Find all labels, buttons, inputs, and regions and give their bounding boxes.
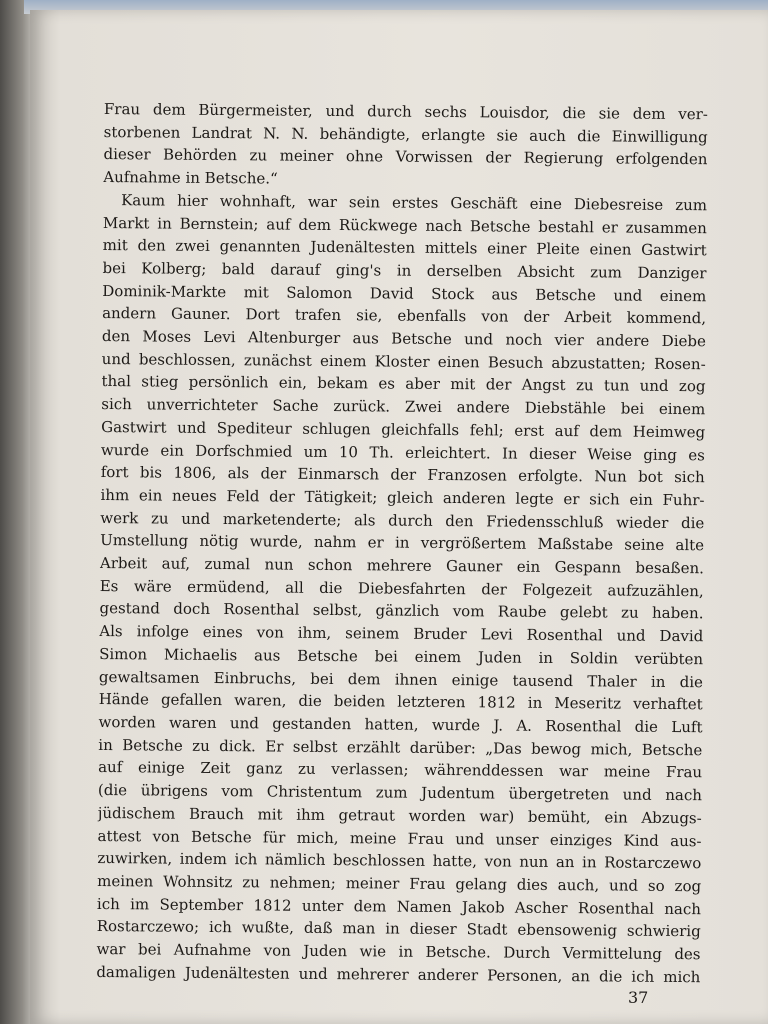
text-line: Dominik-Markte mit Salomon David Stock aus Betsche und einem	[102, 281, 707, 305]
text-line: auf einige Zeit ganz zu verlassen; währenddessen war meine Frau	[98, 758, 703, 782]
text-line: storbenen Landrat N. N. behändigte, erlangte sie auch die Einwilligung	[103, 122, 708, 146]
left-page-edge	[0, 0, 32, 1024]
text-line: Hände gefallen waren, die beiden letzteren 1812 in Meseritz verhaftet	[98, 690, 703, 714]
text-line: damaligen Judenältesten und mehrerer anderer Personen, an die ich mich	[96, 962, 701, 986]
text-line: Arbeit auf, zumal nun schon mehrere Gauner ein Gespann besaßen.	[99, 554, 704, 578]
text-line: sich unverrichteter Sache zurück. Zwei andere Diebstähle bei einem	[101, 395, 706, 419]
text-line: (die übrigens vom Christentum zum Judentum übergetreten und nach	[97, 781, 703, 805]
text-line: Als infolge eines von ihm, seinem Bruder Levi Rosenthal und David	[99, 622, 704, 646]
text-line: attest von Betsche für mich, meine Frau und unser einziges Kind aus-	[97, 826, 702, 850]
text-line: wurde ein Dorfschmied um 10 Th. erleichtert. In dieser Weise ging es	[100, 440, 705, 464]
text-line: Simon Michaelis aus Betsche bei einem Juden in Soldin verübten	[99, 644, 704, 669]
text-line: ihm ein neues Feld der Tätigkeit; gleich anderen legte er sich ein Fuhr-	[100, 485, 705, 510]
text-line: Frau dem Bürgermeister, und durch sechs Louisdor, die sie dem ver-	[103, 99, 708, 124]
book-page	[30, 10, 768, 1024]
text-line: mit den zwei genannten Judenältesten mittels einer Pleite einen Gastwirt	[102, 236, 707, 260]
text-line: thal stieg persönlich ein, bekam es aber mit der Angst zu tun und zog	[101, 372, 706, 396]
text-line: Gastwirt und Spediteur schlugen gleichfalls fehl; erst auf dem Heimweg	[101, 417, 706, 442]
text-line: andern Gauner. Dort trafen sie, ebenfalls von der Arbeit kommend,	[102, 304, 707, 328]
page-text	[96, 98, 708, 1018]
text-line: Aufnahme in Betsche.“	[103, 168, 278, 188]
text-line: fort bis 1806, als der Einmarsch der Franzosen erfolgte. Nun bot sich	[100, 463, 705, 487]
text-line: werk zu und marketenderte; als durch den Friedensschluß wieder die	[100, 508, 705, 532]
text-line: den Moses Levi Altenburger aus Betsche und noch vier andere Diebe	[101, 327, 706, 351]
text-line: ich im September 1812 unter dem Namen Jakob Ascher Rosenthal nach	[96, 894, 702, 918]
text-line: gestand doch Rosenthal selbst, gänzlich vom Raube gelebt zu haben.	[99, 599, 704, 623]
text-line: dieser Behörden zu meiner ohne Vorwissen der Regierung erfolgenden	[103, 145, 708, 169]
text-line: jüdischem Brauch mit ihm getraut worden war) bemüht, ein Abzugs-	[97, 803, 702, 828]
text-line: war bei Aufnahme von Juden wie in Betsche. Durch Vermittelung des	[96, 939, 701, 964]
text-line: zuwirken, indem ich nämlich beschlossen hatte, von nun an in Rostarczewo	[97, 849, 702, 873]
text-line: Umstellung nötig wurde, nahm er in vergrößertem Maßstabe seine alte	[100, 531, 705, 555]
text-line: Markt in Bernstein; auf dem Rückwege nach Betsche bestahl er zusammen	[102, 213, 707, 237]
text-line: bei Kolberg; bald darauf ging's in derselben Absicht zum Danziger	[102, 258, 707, 283]
text-line: gewaltsamen Einbruchs, bei dem ihnen einige tausend Thaler in die	[98, 667, 704, 691]
text-line: meinen Wohnsitz zu nehmen; meiner Frau gelang dies auch, und so zog	[97, 871, 702, 896]
text-line: in Betsche zu dick. Er selbst erzählt darüber: „Das bewog mich, Betsche	[98, 735, 703, 759]
text-line: und beschlossen, zunächst einem Kloster einen Besuch abzustatten; Rosen-	[101, 349, 706, 373]
text-line: Kaum hier wohnhaft, war sein erstes Geschäft eine Diebesreise zum	[121, 190, 708, 215]
text-line: Es wäre ermüdend, all die Diebesfahrten der Folgezeit aufzuzählen,	[99, 576, 704, 601]
text-line: worden waren und gestanden hatten, wurde J. A. Rosenthal die Luft	[98, 712, 703, 737]
page-number: 37	[628, 988, 649, 1007]
text-line: Rostarczewo; ich wußte, daß man in dieser Stadt ebensowenig schwierig	[96, 917, 701, 941]
